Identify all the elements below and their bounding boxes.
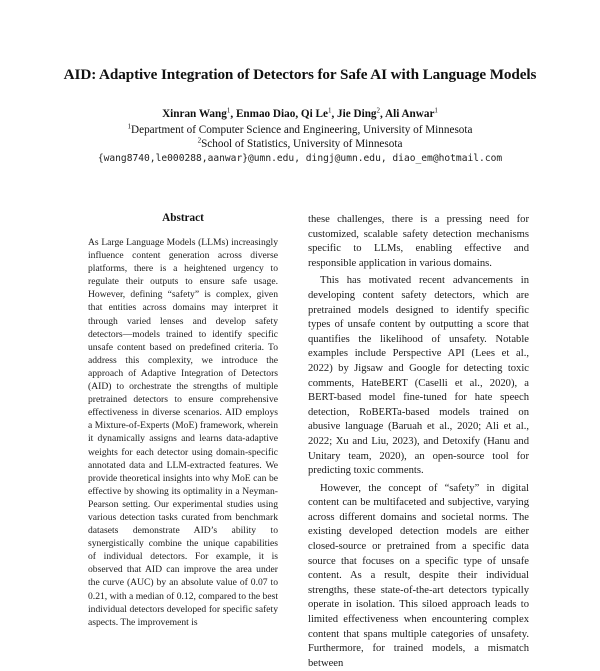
abstract-heading: Abstract [162,212,204,224]
author: Enmao Diao, [235,108,301,120]
author-emails: {wang8740,le000288,aanwar}@umn.edu, dingj@umn.edu, diao_em@hotmail.com [97,153,503,164]
author-list [0,108,600,120]
body-column [308,213,529,671]
author: Xinran Wang$^1$, [162,106,236,120]
author: Qi Le$^1$, [300,106,338,120]
abstract-text: As Large Language Models (LLMs) increasingly influence content generation across diverse platforms, there is a heightened urgency to regulate their outputs to ensure safe usage. However, defining “safety” is complex, given that entities across domains may interpret it through varied lenses and develop safety detectors—models trained to identify specific unsafe content based on predefined criteria. To address this complexity, we introduce the approach of Adaptive Integration of Detectors (AID) to orchestrate the strengths of multiple pretrained detectors to ensure comprehensive effectiveness in diverse scenarios. AID employs a Mixture-of-Experts (MoE) framework, wherein it dynamically assigns and learns data-adaptive weights for each detector using domain-specific annotated data and LLM-extracted features. We provide theoretical insights into why MoE can be effective by showing its optimality in a Neyman-Pearson setting. Our experimental studies using various detection tasks curated from benchmark datasets demonstrate AID’s ability to synergistically combine the unique capabilities of individual detectors. For example, it is observed that AID can improve the area under the curve (AUC) by an absolute value of 0.07 to 0.21, with a median of 0.12, compared to the best individual detectors developed for specific safety aspects. The improvement is [88,237,278,628]
author: Ali Anwar$^1$ [385,106,438,120]
affiliation-1: $^1$Department of Computer Science and Engineering, University of Minnesota [127,122,473,136]
affiliation-2: $^2$School of Statistics, University of Minnesota [197,136,403,150]
author: Jie Ding$^2$, [337,106,385,120]
body-paragraph: However, the concept of “safety” in digital content can be multifaceted and subjective, varying across different domains and societal norms. The existing developed detection models are either closed-source or pretrained from a specific data source that focuses on a specific type of unsafe content. As a result, despite their individual strengths, these state-of-the-art detectors typically operate in isolation. This siloed approach leads to limited effectiveness when encountering complex content that spans multiple categories of unsafety. Furthermore, for trained models, a mismatch between [308,482,529,669]
body-paragraph: these challenges, there is a pressing need for customized, scalable safety detection mechanisms specific to LLMs, enabling effective and responsible application in various domains. [308,214,529,269]
paper-title: AID: Adaptive Integration of Detectors for Safe AI with Language Models [63,66,537,83]
body-paragraph: This has motivated recent advancements in developing content safety detectors, which are pretrained models designed to identify specific types of unsafe content by outputting a score that quantifies the likelihood of unsafety. Notable examples include Perspective API (Lees et al., 2022) by Jigsaw and Google for detecting toxic comments, HateBERT (Caselli et al., 2020), a BERT-based model fine-tuned for hate speech detection, RoBERTa-based models trained on abusive language (Baruah et al., 2020; Ali et al., 2022; Xu and Liu, 2023), and Detoxify (Hanu and Unitary team, 2020), an open-source tool for predicting toxic comments. [308,275,529,477]
